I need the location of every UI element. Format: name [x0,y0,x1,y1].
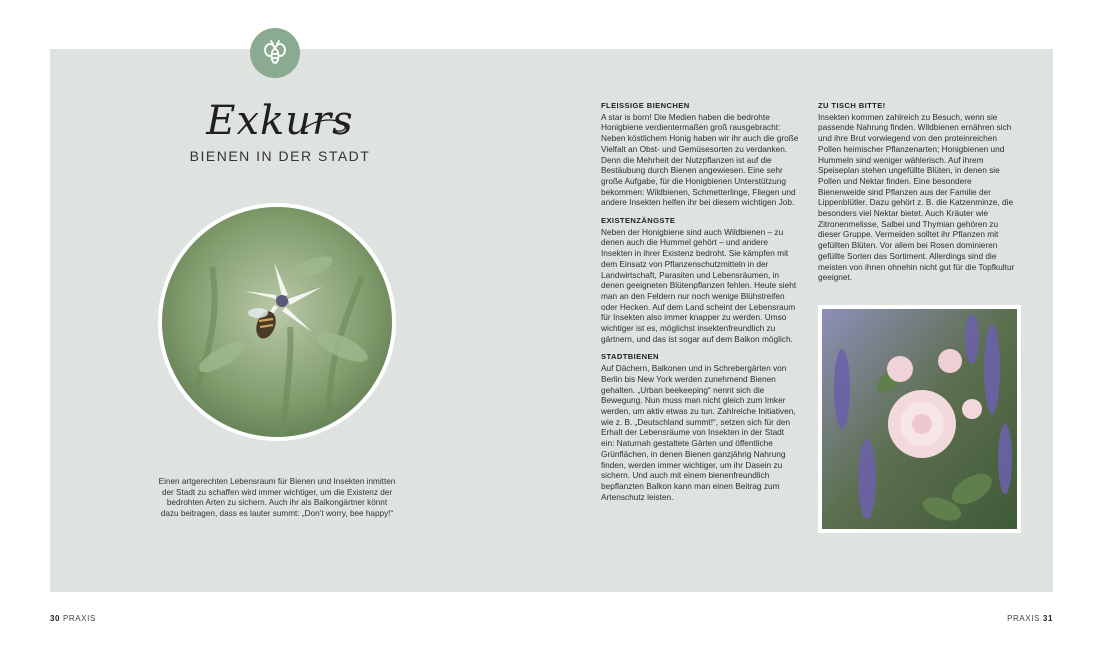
section-heading: EXISTENZÄNGSTE [601,216,676,226]
chapter-badge [250,28,300,78]
bee-icon [260,38,290,68]
section-heading: STADTBIENEN [601,352,659,362]
section-name-right: PRAXIS [1007,614,1041,623]
section-body: A star is born! Die Medien haben die bedrohte Honigbiene verdientermaßen groß rausgebracht: Neben köstlichem Honig haben wir ihr auch die große Vielfalt an Obst- und Gemüsesorten zu verdanken. Denn die Mehrheit der Nutzpflanzen ist auf die Bestäubung durch Bienen angewiesen. Eine sehr große Aufgabe, für die Honigbienen Unterstützung bekommen: Wildbienen, Schmetterlinge, Fliegen und andere Insekten helfen ihr bei diesem wichtigen Job. [601,111,799,208]
folio-left [50,614,96,623]
bee-on-borage-photo [158,203,396,441]
title-swash-ornament [300,116,356,136]
rose-catmint-photo [818,305,1021,533]
section-body: Auf Dächern, Balkonen und in Schrebergärten von Berlin bis New York werden zunehmend Bienen gehalten. „Urban beekeeping“ nennt sich die Bewegung. Nun muss man nicht gleich zum Imker werden, um aktiv etwas zu tun. Zahlreiche Initiativen, wie z. B. „Deutschland summt!“, setzen sich für den Erhalt der Lebensräume von Insekten in der Stadt ein: Naturnah gestaltete Gärten und öffentliche Grünflächen, in denen Bienen ganzjährig Nahrung finden, werden immer wichtiger, um ihr Dasein zu sichern. Und auch mit einem bienenfreundlich bepflanzten Balkon kann man einen Beitrag zum Artenschutz leisten. [601,363,796,502]
section-body: Insekten kommen zahlreich zu Besuch, wenn sie passende Nahrung finden. Wildbienen ernähren sich und ihre Brut vorwiegend von den proteinreichen Pollen heimischer Pflanzenarten; Honigbienen und Hummeln sind weniger wählerisch. Auf ihrem Speiseplan stehen ungefüllte Blüten, in denen sie Pollen und Nektar finden. Eine besondere Bienenweide sind Pflanzen aus der Familie der Lippenblütler. Dazu gehört z. B. die Katzenminze, die besonders viel Nektar bietet. Auch Kräuter wie Zitronenmelisse, Salbei und Thymian gehören zu dieser Gruppe. Vermeiden solltet ihr Pflanzen mit gefüllten Blüten. Vor allem bei Rosen dominieren gefüllte Sorten das Sortiment. Allerdings sind die meisten von ihnen ohnehin nicht gut für die Topfkultur geeignet. [818,111,1015,283]
section-heading: ZU TISCH BITTE! [818,101,886,110]
section-heading: FLEISSIGE BIENCHEN [601,101,690,110]
section-name-left: PRAXIS [62,614,96,623]
page-number-right: 31 [1042,614,1053,623]
section-body: Neben der Honigbiene sind auch Wildbienen – zu denen auch die Hummel gehört – und andere Insekten in ihrer Existenz bedroht. Sie kämpfen mit dem Einsatz von Pflanzenschutzmitteln in der Landwirtschaft, Parasiten und Lebensräumen, in denen geeigneten Blütenpflanzen fehlen. Heute sieht man an den Feldern nur noch wenige Blühstreifen oder Hecken. Auf dem Land scheint der Lebensraum für Insekten also immer knapper zu werden. Umso wichtiger ist es, möglichst insektenfreundlich zu gärtnern, und das ist sogar auf dem Balkon möglich. [601,226,797,344]
text-column-2 [818,101,1020,283]
text-column-1 [601,101,799,502]
photo-caption: Einen artgerechten Lebensraum für Bienen und Insekten inmitten der Stadt zu schaffen wird immer wichtiger, um die Existenz der bedrohten Arten zu sichern. Auch ihr als Balkongärtner könnt dazu beitragen, dass es lauter summt: „Don’t worry, bee happy!“ [158,477,396,518]
page-subtitle: BIENEN IN DER STADT [189,148,371,164]
page-number-left: 30 [50,614,61,623]
page-title: Exkurs [206,98,354,144]
folio-right [1007,614,1053,623]
